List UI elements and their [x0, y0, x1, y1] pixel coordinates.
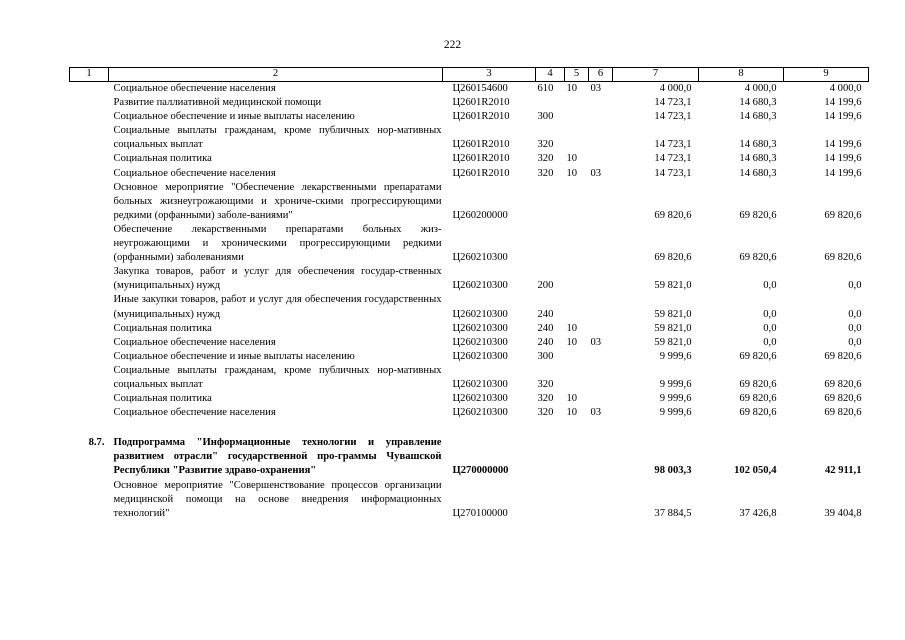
header-col-6: 6 [589, 68, 613, 82]
row-index [70, 406, 109, 420]
row-value-7: 9 999,6 [659, 350, 692, 362]
row-value-9: 14 199,6 [824, 167, 862, 179]
header-col-2: 2 [109, 68, 443, 82]
row-col6 [589, 265, 613, 293]
table-body [70, 82, 869, 521]
table-row [70, 167, 869, 181]
row-value-7: 9 999,6 [659, 393, 692, 405]
row-col4 [536, 436, 565, 478]
table-row [70, 322, 869, 336]
row-value-9: 0,0 [848, 322, 862, 334]
row-name: Основное мероприятие "Совершенствование процессов организации медицинской помощи на основе внедрения информационных технологий" [113, 479, 442, 519]
row-col6: 03 [590, 83, 602, 94]
row-code: Ц260210300 [452, 378, 508, 390]
row-col6 [589, 293, 613, 321]
row-value-7: 69 820,6 [654, 252, 692, 264]
table-row [70, 436, 869, 478]
row-col5 [565, 181, 589, 223]
row-value-9: 14 199,6 [824, 153, 862, 165]
row-code: Ц260210300 [452, 280, 508, 292]
row-value-7: 59 821,0 [654, 308, 692, 320]
row-value-7: 14 723,1 [654, 139, 692, 151]
row-col6 [589, 110, 613, 124]
row-name: Развитие паллиативной медицинской помощи [113, 97, 322, 109]
row-value-9: 14 199,6 [824, 97, 862, 109]
row-col6: 03 [590, 407, 602, 419]
row-col6 [589, 322, 613, 336]
row-col4: 320 [537, 378, 554, 390]
row-name: Социальная политика [113, 153, 212, 165]
row-code: Ц260210300 [452, 407, 508, 419]
row-index [70, 110, 109, 124]
row-value-7: 59 821,0 [654, 336, 692, 348]
row-col4: 320 [537, 167, 554, 179]
row-name: Социальные выплаты гражданам, кроме публичных нор-мативных социальных выплат [113, 125, 442, 151]
row-value-7: 37 884,5 [654, 507, 692, 519]
row-value-8: 14 680,3 [739, 111, 777, 123]
row-value-9: 14 199,6 [824, 111, 862, 123]
row-value-9: 39 404,8 [824, 507, 862, 519]
row-col6 [589, 181, 613, 223]
row-code: Ц270100000 [452, 507, 508, 519]
row-value-8: 69 820,6 [739, 209, 777, 221]
table-row [70, 223, 869, 265]
table-row [70, 82, 869, 97]
table-row [70, 124, 869, 152]
row-col6 [589, 223, 613, 265]
row-index [70, 479, 109, 521]
table-row [70, 392, 869, 406]
header-col-7: 7 [613, 68, 699, 82]
header-col-3: 3 [443, 68, 536, 82]
row-code: Ц260210300 [452, 308, 508, 320]
row-value-7: 14 723,1 [654, 167, 692, 179]
row-index [70, 152, 109, 166]
row-index: 8.7. [88, 437, 105, 449]
table-row [70, 336, 869, 350]
spacer-cell [70, 420, 869, 436]
row-index [70, 322, 109, 336]
row-col5 [565, 223, 589, 265]
row-col5: 10 [566, 167, 578, 179]
row-value-8: 14 680,3 [739, 97, 777, 109]
row-col6 [589, 350, 613, 364]
row-code: Ц2601R2010 [452, 97, 510, 109]
row-col5 [565, 293, 589, 321]
row-code: Ц260210300 [452, 252, 508, 264]
row-value-8: 0,0 [763, 308, 777, 320]
row-value-8: 0,0 [763, 322, 777, 334]
row-name: Социальное обеспечение населения [113, 83, 276, 94]
row-col4 [536, 479, 565, 521]
row-value-9: 42 911,1 [825, 465, 862, 477]
row-name: Иные закупки товаров, работ и услуг для обеспечения государственных (муниципальных) нужд [113, 294, 442, 320]
row-value-9: 0,0 [848, 280, 862, 292]
table-row [70, 293, 869, 321]
header-col-1: 1 [70, 68, 109, 82]
row-col4: 240 [537, 322, 554, 334]
row-index [70, 181, 109, 223]
row-col6 [589, 124, 613, 152]
row-value-9: 69 820,6 [824, 378, 862, 390]
row-col5 [565, 436, 589, 478]
row-value-9: 0,0 [848, 336, 862, 348]
row-value-7: 4 000,0 [659, 83, 692, 94]
row-name: Обеспечение лекарственными препаратами больных жиз-неугрожающими и хроническими прогрессирующими редкими (орфанными) заболеваниями [113, 223, 442, 264]
row-col4: 320 [537, 153, 554, 165]
row-index [70, 82, 109, 97]
row-col4 [536, 96, 565, 110]
row-col5: 10 [566, 322, 578, 334]
row-name: Подпрограмма "Информационные технологии и управление развитием отрасли" государственной про-граммы Чувашской Республики "Развитие здраво-охранения" [113, 437, 442, 477]
row-index [70, 293, 109, 321]
row-value-7: 98 003,3 [654, 465, 692, 477]
row-value-7: 69 820,6 [654, 209, 692, 221]
spacer-row [70, 420, 869, 436]
row-name: Социальное обеспечение населения [113, 407, 276, 419]
row-value-9: 69 820,6 [824, 407, 862, 419]
row-name: Социальное обеспечение и иные выплаты населению [113, 111, 355, 123]
row-value-9: 69 820,6 [824, 350, 862, 362]
row-value-9: 69 820,6 [824, 393, 862, 405]
row-index [70, 265, 109, 293]
table-row [70, 152, 869, 166]
row-col6 [589, 436, 613, 478]
table-row [70, 364, 869, 392]
row-col6 [589, 96, 613, 110]
budget-table [69, 67, 869, 521]
row-col5: 10 [566, 393, 578, 405]
row-col5: 10 [566, 407, 578, 419]
row-code: Ц2601R2010 [452, 167, 510, 179]
row-value-9: 69 820,6 [824, 252, 862, 264]
row-index [70, 392, 109, 406]
row-value-7: 9 999,6 [659, 407, 692, 419]
header-col-9: 9 [784, 68, 869, 82]
row-value-8: 69 820,6 [739, 378, 777, 390]
row-value-8: 4 000,0 [744, 83, 777, 94]
row-col5 [565, 265, 589, 293]
table-row [70, 479, 869, 521]
row-code: Ц260200000 [452, 209, 508, 221]
row-index [70, 336, 109, 350]
row-code: Ц260210300 [452, 336, 508, 348]
row-index [70, 124, 109, 152]
row-col5 [565, 124, 589, 152]
row-col5: 10 [566, 336, 578, 348]
table-row [70, 110, 869, 124]
header-col-8: 8 [699, 68, 784, 82]
row-value-7: 59 821,0 [654, 280, 692, 292]
row-index [70, 167, 109, 181]
row-col6: 03 [590, 167, 602, 179]
row-code: Ц260154600 [452, 83, 508, 94]
header-col-5: 5 [565, 68, 589, 82]
row-col6 [589, 392, 613, 406]
row-col5 [565, 110, 589, 124]
row-code: Ц260210300 [452, 322, 508, 334]
row-col4: 240 [537, 308, 554, 320]
row-index [70, 350, 109, 364]
row-col6: 03 [590, 336, 602, 348]
row-value-8: 69 820,6 [739, 393, 777, 405]
table-row [70, 181, 869, 223]
row-col4 [536, 181, 565, 223]
row-value-8: 14 680,3 [739, 139, 777, 151]
row-col4: 320 [537, 407, 554, 419]
row-value-9: 14 199,6 [824, 139, 862, 151]
row-col4: 610 [537, 83, 554, 94]
header-col-4: 4 [536, 68, 565, 82]
row-value-8: 14 680,3 [739, 167, 777, 179]
row-name: Социальная политика [113, 393, 212, 405]
row-code: Ц2601R2010 [452, 111, 510, 123]
row-value-8: 0,0 [763, 336, 777, 348]
row-name: Социальное обеспечение населения [113, 336, 276, 348]
row-index [70, 96, 109, 110]
table-row [70, 406, 869, 420]
row-value-8: 14 680,3 [739, 153, 777, 165]
row-name: Социальная политика [113, 322, 212, 334]
row-col5 [565, 364, 589, 392]
row-code: Ц270000000 [452, 465, 509, 477]
row-name: Социальное обеспечение и иные выплаты населению [113, 350, 355, 362]
row-value-9: 4 000,0 [829, 83, 862, 94]
row-value-8: 102 050,4 [734, 465, 777, 477]
row-col6 [589, 152, 613, 166]
page-number: 222 [443, 39, 462, 51]
row-value-7: 14 723,1 [654, 111, 692, 123]
row-col5 [565, 96, 589, 110]
row-code: Ц2601R2010 [452, 139, 510, 151]
row-value-7: 14 723,1 [654, 97, 692, 109]
row-value-7: 14 723,1 [654, 153, 692, 165]
row-value-8: 69 820,6 [739, 350, 777, 362]
row-code: Ц260210300 [452, 350, 508, 362]
table-row [70, 265, 869, 293]
row-col4: 300 [537, 350, 554, 362]
row-value-7: 9 999,6 [659, 378, 692, 390]
row-name: Закупка товаров, работ и услуг для обеспечения государ-ственных (муниципальных) нужд [113, 266, 442, 292]
row-col4: 200 [537, 280, 554, 292]
row-name: Социальное обеспечение населения [113, 167, 276, 179]
row-code: Ц2601R2010 [452, 153, 510, 165]
table-header [70, 68, 869, 82]
row-col4 [536, 223, 565, 265]
row-col5 [565, 479, 589, 521]
row-col6 [589, 479, 613, 521]
row-value-9: 0,0 [848, 308, 862, 320]
row-col4: 320 [537, 393, 554, 405]
row-code: Ц260210300 [452, 393, 508, 405]
row-value-9: 69 820,6 [824, 209, 862, 221]
table-row [70, 350, 869, 364]
row-col4: 300 [537, 111, 554, 123]
row-value-8: 0,0 [763, 280, 777, 292]
row-col5: 10 [566, 83, 578, 94]
row-name: Социальные выплаты гражданам, кроме публичных нор-мативных социальных выплат [113, 364, 442, 390]
row-value-8: 37 426,8 [739, 507, 777, 519]
row-col5: 10 [566, 153, 578, 165]
table-row [70, 96, 869, 110]
row-col4: 240 [537, 336, 554, 348]
row-index [70, 364, 109, 392]
row-value-7: 59 821,0 [654, 322, 692, 334]
row-value-8: 69 820,6 [739, 407, 777, 419]
row-col6 [589, 364, 613, 392]
row-col5 [565, 350, 589, 364]
row-value-8: 69 820,6 [739, 252, 777, 264]
row-name: Основное мероприятие "Обеспечение лекарственными препаратами больных жизнеугрожающими и хрониче-скими прогрессирующими редкими (орфанными) заболе-ваниями" [113, 181, 442, 221]
row-index [70, 223, 109, 265]
row-col4: 320 [537, 139, 554, 151]
